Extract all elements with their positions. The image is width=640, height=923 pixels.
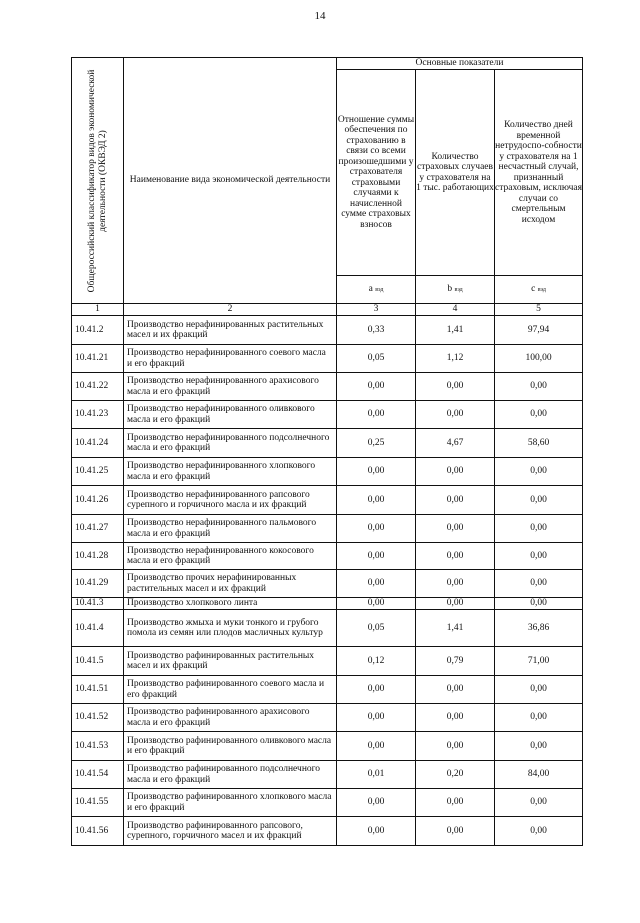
activity-name-header: Наименование вида экономической деятельности <box>124 58 337 304</box>
value-c: 0,00 <box>495 570 583 598</box>
table-row <box>72 732 583 761</box>
activity-name: Производство нерафинированного кокосового масла и его фракций <box>124 543 337 570</box>
value-c: 0,00 <box>495 373 583 401</box>
value-c: 0,00 <box>495 543 583 570</box>
activity-name: Производство рафинированного подсолнечного масла и его фракций <box>124 761 337 789</box>
okved-code: 10.41.3 <box>72 598 124 610</box>
table-row <box>72 543 583 570</box>
value-c: 100,00 <box>495 345 583 373</box>
value-b: 0,00 <box>416 817 495 846</box>
value-c: 36,86 <box>495 610 583 647</box>
okved-code: 10.41.55 <box>72 789 124 817</box>
okved-code: 10.41.2 <box>72 316 124 345</box>
value-c: 84,00 <box>495 761 583 789</box>
activity-name: Производство нерафинированного соевого масла и его фракций <box>124 345 337 373</box>
okved-code: 10.41.21 <box>72 345 124 373</box>
activity-name: Производство нерафинированного подсолнечного масла и его фракций <box>124 429 337 458</box>
value-a: 0,00 <box>337 373 416 401</box>
column-number: 1 <box>72 304 124 316</box>
okved-code: 10.41.28 <box>72 543 124 570</box>
table-row <box>72 676 583 704</box>
activity-name: Производство прочих нерафинированных растительных масел и их фракций <box>124 570 337 598</box>
value-c: 0,00 <box>495 401 583 429</box>
okved-header-text: Общероссийский классификатор видов экономической деятельности (ОКВЭД 2) <box>86 69 108 292</box>
activity-name: Производство рафинированного рапсового, сурепного, горчичного масел и их фракций <box>124 817 337 846</box>
table-row <box>72 458 583 486</box>
activity-name: Производство нерафинированного рапсового сурепного и горчичного масла и их фракций <box>124 486 337 515</box>
okved-code: 10.41.56 <box>72 817 124 846</box>
page-number: 14 <box>314 10 326 22</box>
value-c: 0,00 <box>495 598 583 610</box>
activity-name: Производство нерафинированных растительных масел и их фракций <box>124 316 337 345</box>
value-a: 0,00 <box>337 486 416 515</box>
table-row <box>72 789 583 817</box>
okved-code: 10.41.26 <box>72 486 124 515</box>
okved-code: 10.41.22 <box>72 373 124 401</box>
activity-name: Производство нерафинированного хлопкового масла и его фракций <box>124 458 337 486</box>
table-row <box>72 761 583 789</box>
table-row <box>72 570 583 598</box>
sub-header-b: b вэд <box>416 276 495 304</box>
value-b: 0,00 <box>416 789 495 817</box>
value-a: 0,05 <box>337 610 416 647</box>
value-a: 0,00 <box>337 515 416 543</box>
value-b: 0,00 <box>416 570 495 598</box>
okved-code: 10.41.25 <box>72 458 124 486</box>
main-indicators-header: Основные показатели <box>337 58 583 70</box>
table-row <box>72 429 583 458</box>
activity-name: Производство рафинированного арахисового масла и его фракций <box>124 704 337 732</box>
value-b: 0,00 <box>416 401 495 429</box>
value-b: 0,79 <box>416 647 495 676</box>
okved-code: 10.41.24 <box>72 429 124 458</box>
okved-code: 10.41.27 <box>72 515 124 543</box>
table-row <box>72 515 583 543</box>
activity-name: Производство рафинированного соевого масла и его фракций <box>124 676 337 704</box>
table-row <box>72 598 583 610</box>
activity-name: Производство рафинированного хлопкового масла и его фракций <box>124 789 337 817</box>
indicators-table <box>71 57 583 846</box>
table-row <box>72 345 583 373</box>
cases-header: Количество страховых случаев у страхователя на 1 тыс. работающих <box>416 70 495 276</box>
value-a: 0,12 <box>337 647 416 676</box>
activity-name: Производство нерафинированного пальмового масла и его фракций <box>124 515 337 543</box>
value-a: 0,00 <box>337 543 416 570</box>
value-b: 0,00 <box>416 598 495 610</box>
table-row <box>72 704 583 732</box>
value-c: 97,94 <box>495 316 583 345</box>
okved-code: 10.41.4 <box>72 610 124 647</box>
okved-code: 10.41.5 <box>72 647 124 676</box>
value-a: 0,00 <box>337 732 416 761</box>
value-a: 0,00 <box>337 458 416 486</box>
activity-name: Производство жмыха и муки тонкого и грубого помола из семян или плодов масличных культур <box>124 610 337 647</box>
activity-name: Производство нерафинированного оливкового масла и его фракций <box>124 401 337 429</box>
table-row <box>72 817 583 846</box>
days-header: Количество дней временной нетрудоспо-собности у страхователя на 1 несчастный случай, признанный страховым, исключая случаи со смертельным исходом <box>495 70 583 276</box>
table-row <box>72 316 583 345</box>
value-c: 71,00 <box>495 647 583 676</box>
value-b: 0,00 <box>416 373 495 401</box>
value-a: 0,25 <box>337 429 416 458</box>
value-c: 0,00 <box>495 486 583 515</box>
value-c: 0,00 <box>495 817 583 846</box>
okved-code: 10.41.29 <box>72 570 124 598</box>
value-b: 4,67 <box>416 429 495 458</box>
value-c: 0,00 <box>495 732 583 761</box>
value-c: 0,00 <box>495 676 583 704</box>
value-b: 1,41 <box>416 316 495 345</box>
value-b: 1,12 <box>416 345 495 373</box>
value-c: 0,00 <box>495 789 583 817</box>
table-row <box>72 610 583 647</box>
value-a: 0,00 <box>337 789 416 817</box>
value-b: 0,00 <box>416 543 495 570</box>
value-b: 0,20 <box>416 761 495 789</box>
value-a: 0,00 <box>337 817 416 846</box>
value-a: 0,00 <box>337 676 416 704</box>
value-b: 0,00 <box>416 458 495 486</box>
value-b: 0,00 <box>416 676 495 704</box>
value-a: 0,00 <box>337 598 416 610</box>
column-number: 5 <box>495 304 583 316</box>
column-number: 3 <box>337 304 416 316</box>
activity-name: Производство рафинированных растительных масел и их фракций <box>124 647 337 676</box>
value-a: 0,05 <box>337 345 416 373</box>
value-a: 0,01 <box>337 761 416 789</box>
okved-code: 10.41.54 <box>72 761 124 789</box>
sub-header-a: a вэд <box>337 276 416 304</box>
value-a: 0,33 <box>337 316 416 345</box>
value-a: 0,00 <box>337 704 416 732</box>
value-b: 0,00 <box>416 732 495 761</box>
activity-name: Производство хлопкового линта <box>124 598 337 610</box>
value-c: 0,00 <box>495 458 583 486</box>
column-number-row <box>72 304 583 316</box>
activity-name: Производство нерафинированного арахисового масла и его фракций <box>124 373 337 401</box>
column-number: 2 <box>124 304 337 316</box>
value-c: 58,60 <box>495 429 583 458</box>
value-a: 0,00 <box>337 570 416 598</box>
value-c: 0,00 <box>495 515 583 543</box>
value-c: 0,00 <box>495 704 583 732</box>
column-number: 4 <box>416 304 495 316</box>
okved-code: 10.41.52 <box>72 704 124 732</box>
table-row <box>72 647 583 676</box>
activity-name: Производство рафинированного оливкового масла и его фракций <box>124 732 337 761</box>
table-row <box>72 373 583 401</box>
okved-header-cell <box>72 58 124 304</box>
value-b: 0,00 <box>416 486 495 515</box>
okved-code: 10.41.23 <box>72 401 124 429</box>
table-row <box>72 401 583 429</box>
table-row <box>72 486 583 515</box>
okved-code: 10.41.53 <box>72 732 124 761</box>
ratio-header: Отношение суммы обеспечения по страхованию в связи со всеми произошедшими у страхователя страховыми случаями к начисленной сумме страховых взносов <box>337 70 416 276</box>
sub-header-c: c вэд <box>495 276 583 304</box>
okved-code: 10.41.51 <box>72 676 124 704</box>
value-b: 0,00 <box>416 704 495 732</box>
value-b: 0,00 <box>416 515 495 543</box>
value-b: 1,41 <box>416 610 495 647</box>
value-a: 0,00 <box>337 401 416 429</box>
